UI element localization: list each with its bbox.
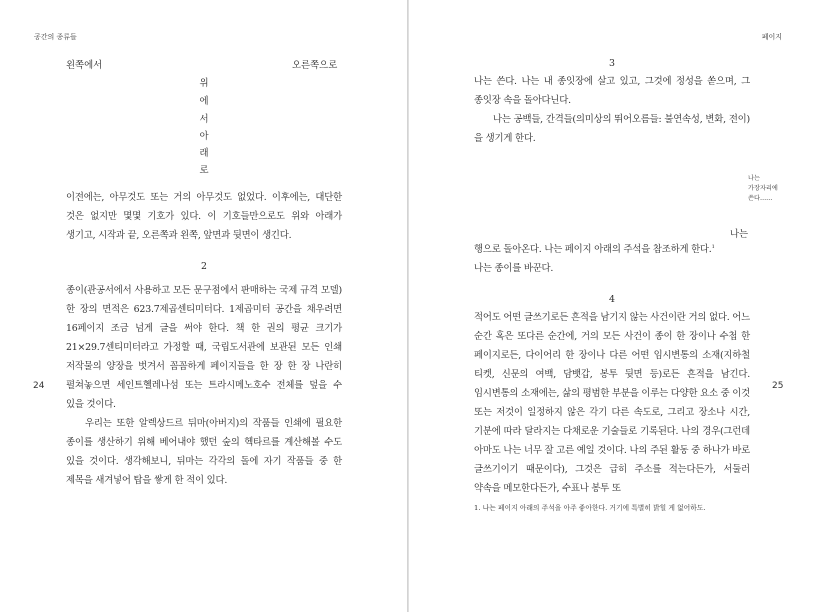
left-page (0, 0, 407, 612)
paragraph: 이전에는, 아무것도 또는 거의 아무것도 없었다. 이후에는, 대단한 것은 없지만 몇몇 기호가 있다. 이 기호들만으로도 위와 아래가 생기고, 시작과 끝, 오른쪽과 왼쪽, 앞면과 뒷면이 생긴다. (66, 192, 342, 241)
paragraph: 나는 종이를 바꾼다. (474, 263, 554, 274)
paragraph: 우리는 또한 알렉상드르 뒤마(아버지)의 작품들 인쇄에 필요한 종이를 생산하기 위해 베어내야 했던 숲의 헥타르를 계산해볼 수도 있을 것이다. 생각해보니, 뒤마는 각각의 돌에 자기 작품들 중 한 제목을 새겨넣어 탑을 쌓게 한 적이 있다. (66, 418, 342, 486)
footnote-ref: 1 (711, 243, 715, 250)
footnote: 1. 나는 페이지 아래의 주석을 아주 좋아한다. 거기에 특별히 밝힐 게 없어하도. (474, 504, 706, 512)
return-word: 나는 (730, 229, 749, 240)
vertical-char: 에 (199, 96, 209, 107)
vertical-char: 서 (199, 114, 209, 125)
paragraph: 나는 쓴다. 나는 내 종잇장에 살고 있고, 그것에 정성을 쏟으며, 그 종잇장 속을 돌아다닌다. (474, 76, 750, 106)
margin-note-line: 가장자리에 (748, 185, 778, 192)
return-line: 행으로 돌아온다. 나는 페이지 아래의 주석을 참조하게 한다. (474, 244, 712, 255)
section-2-text (66, 281, 342, 490)
section-number: 4 (609, 294, 615, 305)
return-lines (474, 240, 750, 278)
page-number-left: 24 (33, 381, 45, 391)
page-number-right: 25 (772, 381, 784, 391)
margin-note (748, 174, 778, 204)
paragraph: 종이(관공서에서 사용하고 모든 문구점에서 판매하는 국제 규격 모델) 한 장의 면적은 623.7제곱센티미터다. 1제곱미터 공간을 채우려면 16페이지 조금 넘게 글을 써야 한다. 책 한 권의 평균 크기가 21×29.7센티미터라고 가정할 때, 국립도서관에 보관된 모든 인쇄 저작물의 양장을 벗겨서 꼼꼼하게 페이지들을 한 장 한 장 나란히 펼쳐놓으면 세인트헬레나섬 또는 트라시메노호수 전체를 덮을 수 있을 것이다. (66, 285, 342, 410)
direction-right-label: 오른쪽으로 (292, 60, 338, 71)
vertical-char: 래 (199, 148, 209, 159)
vertical-char: 위 (199, 78, 209, 89)
vertical-char: 아 (199, 131, 209, 142)
margin-note-line: 나는 (748, 175, 760, 182)
section-1-text (66, 188, 342, 245)
section-4-text (474, 308, 750, 498)
right-page (409, 0, 816, 612)
margin-note-line: 쓴다…… (748, 195, 773, 202)
paragraph (474, 240, 750, 259)
paragraph: 나는 공백들, 간격들(의미상의 뛰어오름들: 불연속성, 변화, 전이)을 생기게 한다. (474, 114, 750, 144)
section-number: 3 (609, 58, 615, 69)
direction-left-label: 왼쪽에서 (66, 60, 103, 71)
section-3-text (474, 72, 750, 148)
vertical-char: 로 (199, 165, 209, 176)
running-header-left: 공간의 종류들 (34, 33, 77, 41)
running-header-right: 페이지 (761, 33, 782, 41)
paragraph: 적어도 어떤 글쓰기로든 흔적을 남기지 않는 사건이란 거의 없다. 어느 순간 혹은 또다른 순간에, 거의 모든 사건이 종이 한 장이나 수첩 한 페이지로든, 다이어리 한 장이나 다른 어떤 임시변통의 소재(지하철 티켓, 신문의 여백, 담뱃갑, 봉투 뒷면 등)로든 흔적을 남긴다. 임시변통의 소재에는, 삶의 평범한 부분을 이루는 다양한 요소 중 이것 또는 저것이 일정하지 않은 각기 다른 속도로, 그리고 장소나 시간, 기분에 따라 달라지는 다채로운 기술들로 기록된다. 나의 경우(그런데 아마도 나는 너무 잘 고른 예일 것이다. 나의 주된 활동 중 하나가 바로 글쓰기이기 때문이다), 그것은 급히 주소를 적는다든가, 서둘러 약속을 메모한다든가, 수표나 봉투 또 (474, 312, 750, 494)
section-number: 2 (201, 261, 207, 272)
